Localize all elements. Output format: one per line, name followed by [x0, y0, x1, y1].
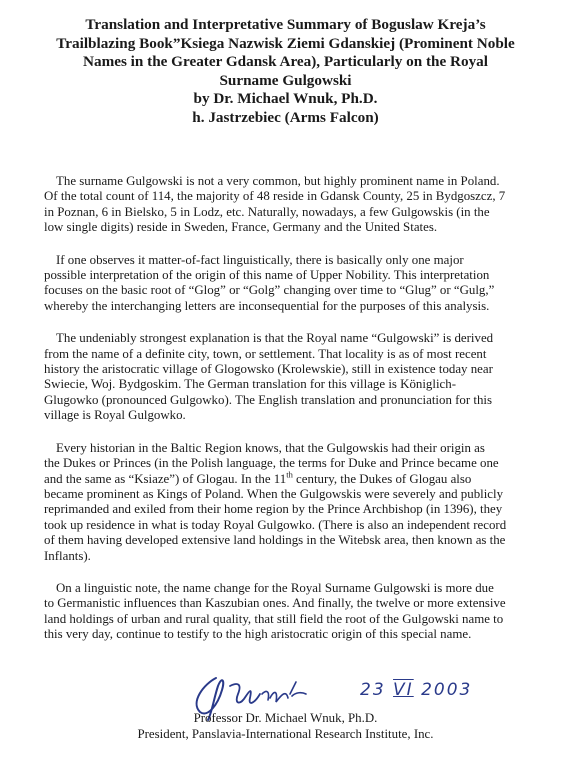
handwritten-date [360, 680, 472, 700]
line-part: and the same as “Ksiaze”) of Glogau. In the 11 [44, 471, 287, 486]
document-body [44, 174, 554, 660]
header-line-3: Names in the Greater Gdansk Area), Particularly on the Royal [83, 53, 488, 71]
paragraph-line: from the name of a definite city, town, or settlement. That locality is as of most recent [44, 346, 487, 361]
signature-block [0, 664, 571, 764]
paragraph-line: of them having developed extensive land holdings in the Witebsk area, then known as the [44, 533, 506, 548]
paragraph-line: the Dukes or Princes (in the Polish language, the terms for Duke and Prince became one [44, 456, 499, 471]
paragraph-line: Glugowko (pronounced Gulgowko). The English translation and pronunciation for this [44, 392, 492, 407]
paragraph-line: low single digits) reside in Sweden, France, Germany and the United States. [44, 220, 438, 235]
header-line-1: Translation and Interpretative Summary of Boguslaw Kreja’s [85, 16, 486, 33]
date-year: 2003 [421, 680, 473, 700]
paragraph-2 [44, 253, 554, 315]
paragraph-line: On a linguistic note, the name change for the Royal Surname Gulgowski is more due [56, 580, 494, 595]
paragraph-line: to Germanistic influences than Kaszubian ones. And finally, the twelve or more extensive [44, 596, 506, 611]
header-line-2: Trailblazing Book”Ksiega Nazwisk Ziemi Gdanskiej (Prominent Noble [56, 34, 515, 52]
paragraph-line: focuses on the basic root of “Glog” or “Golg” changing over time to “Glug” or “Gulg,” [44, 283, 495, 298]
paragraph-line: If one observes it matter-of-fact linguistically, there is basically only one major [56, 252, 464, 267]
date-month: VI [393, 680, 414, 700]
paragraph-line: history the aristocratic village of Glogowsko (Krolewskie), still in existence today near [44, 362, 493, 377]
paragraph-3 [44, 331, 554, 423]
paragraph-line: took up residence in what is today Royal Gulgowko. (There is also an independent record [44, 517, 507, 532]
header-line-4: Surname Gulgowski [219, 71, 352, 89]
signatory-name: Professor Dr. Michael Wnuk, Ph.D. [193, 711, 378, 725]
document-header [20, 16, 551, 128]
paragraph-line: this very day, continue to testify to the high aristocratic origin of this special name. [44, 627, 472, 642]
paragraph-line: whereby the interchanging letters are inconsequential for the purposes of this analysis. [44, 298, 490, 313]
paragraph-line: possible interpretation of the origin of this name of Upper Nobility. This interpretation [44, 268, 490, 283]
date-day: 23 [360, 680, 386, 700]
paragraph-line: reprimanded and exiled from their home region by the Prince Archbishop (in 1396), they [44, 502, 503, 517]
header-arms: h. Jastrzebiec (Arms Falcon) [192, 108, 379, 126]
paragraph-line: The surname Gulgowski is not a very common, but highly prominent name in Poland. [56, 174, 500, 188]
paragraph-line: land holdings of urban and rural quality, that still field the root of the Gulgowski name to [44, 611, 504, 626]
signatory-title: President, Panslavia-International Research Institute, Inc. [137, 727, 434, 741]
signatory-details [0, 710, 571, 742]
paragraph-line: village is Royal Gulgowko. [44, 408, 186, 423]
line-part: century, the Dukes of Glogau also [292, 471, 472, 486]
paragraph-line: Swiecie, Woj. Bydgoskim. The German translation for this village is Königlich- [44, 377, 456, 392]
ordinal-suffix: th [286, 469, 293, 480]
paragraph-5 [44, 581, 554, 643]
header-author: by Dr. Michael Wnuk, Ph.D. [193, 90, 378, 108]
paragraph-1 [44, 174, 554, 236]
paragraph-line: became prominent as Kings of Poland. When the Gulgowskis were severely and publicly [44, 486, 504, 501]
paragraph-line: The undeniably strongest explanation is that the Royal name “Gulgowski” is derived [56, 331, 494, 346]
paragraph-line: Every historian in the Baltic Region knows, that the Gulgowskis had their origin as [56, 440, 485, 455]
paragraph-4 [44, 441, 554, 564]
paragraph-line: Inflants). [44, 548, 91, 563]
paragraph-line [44, 469, 554, 487]
paragraph-line: in Poznan, 6 in Bielsko, 5 in Lodz, etc. Naturally, nowadays, a few Gulgowskis (in the [44, 204, 490, 219]
paragraph-line: Of the total count of 114, the majority of 48 reside in Gdansk County, 25 in Bydgoszcz, 7 [44, 189, 506, 204]
